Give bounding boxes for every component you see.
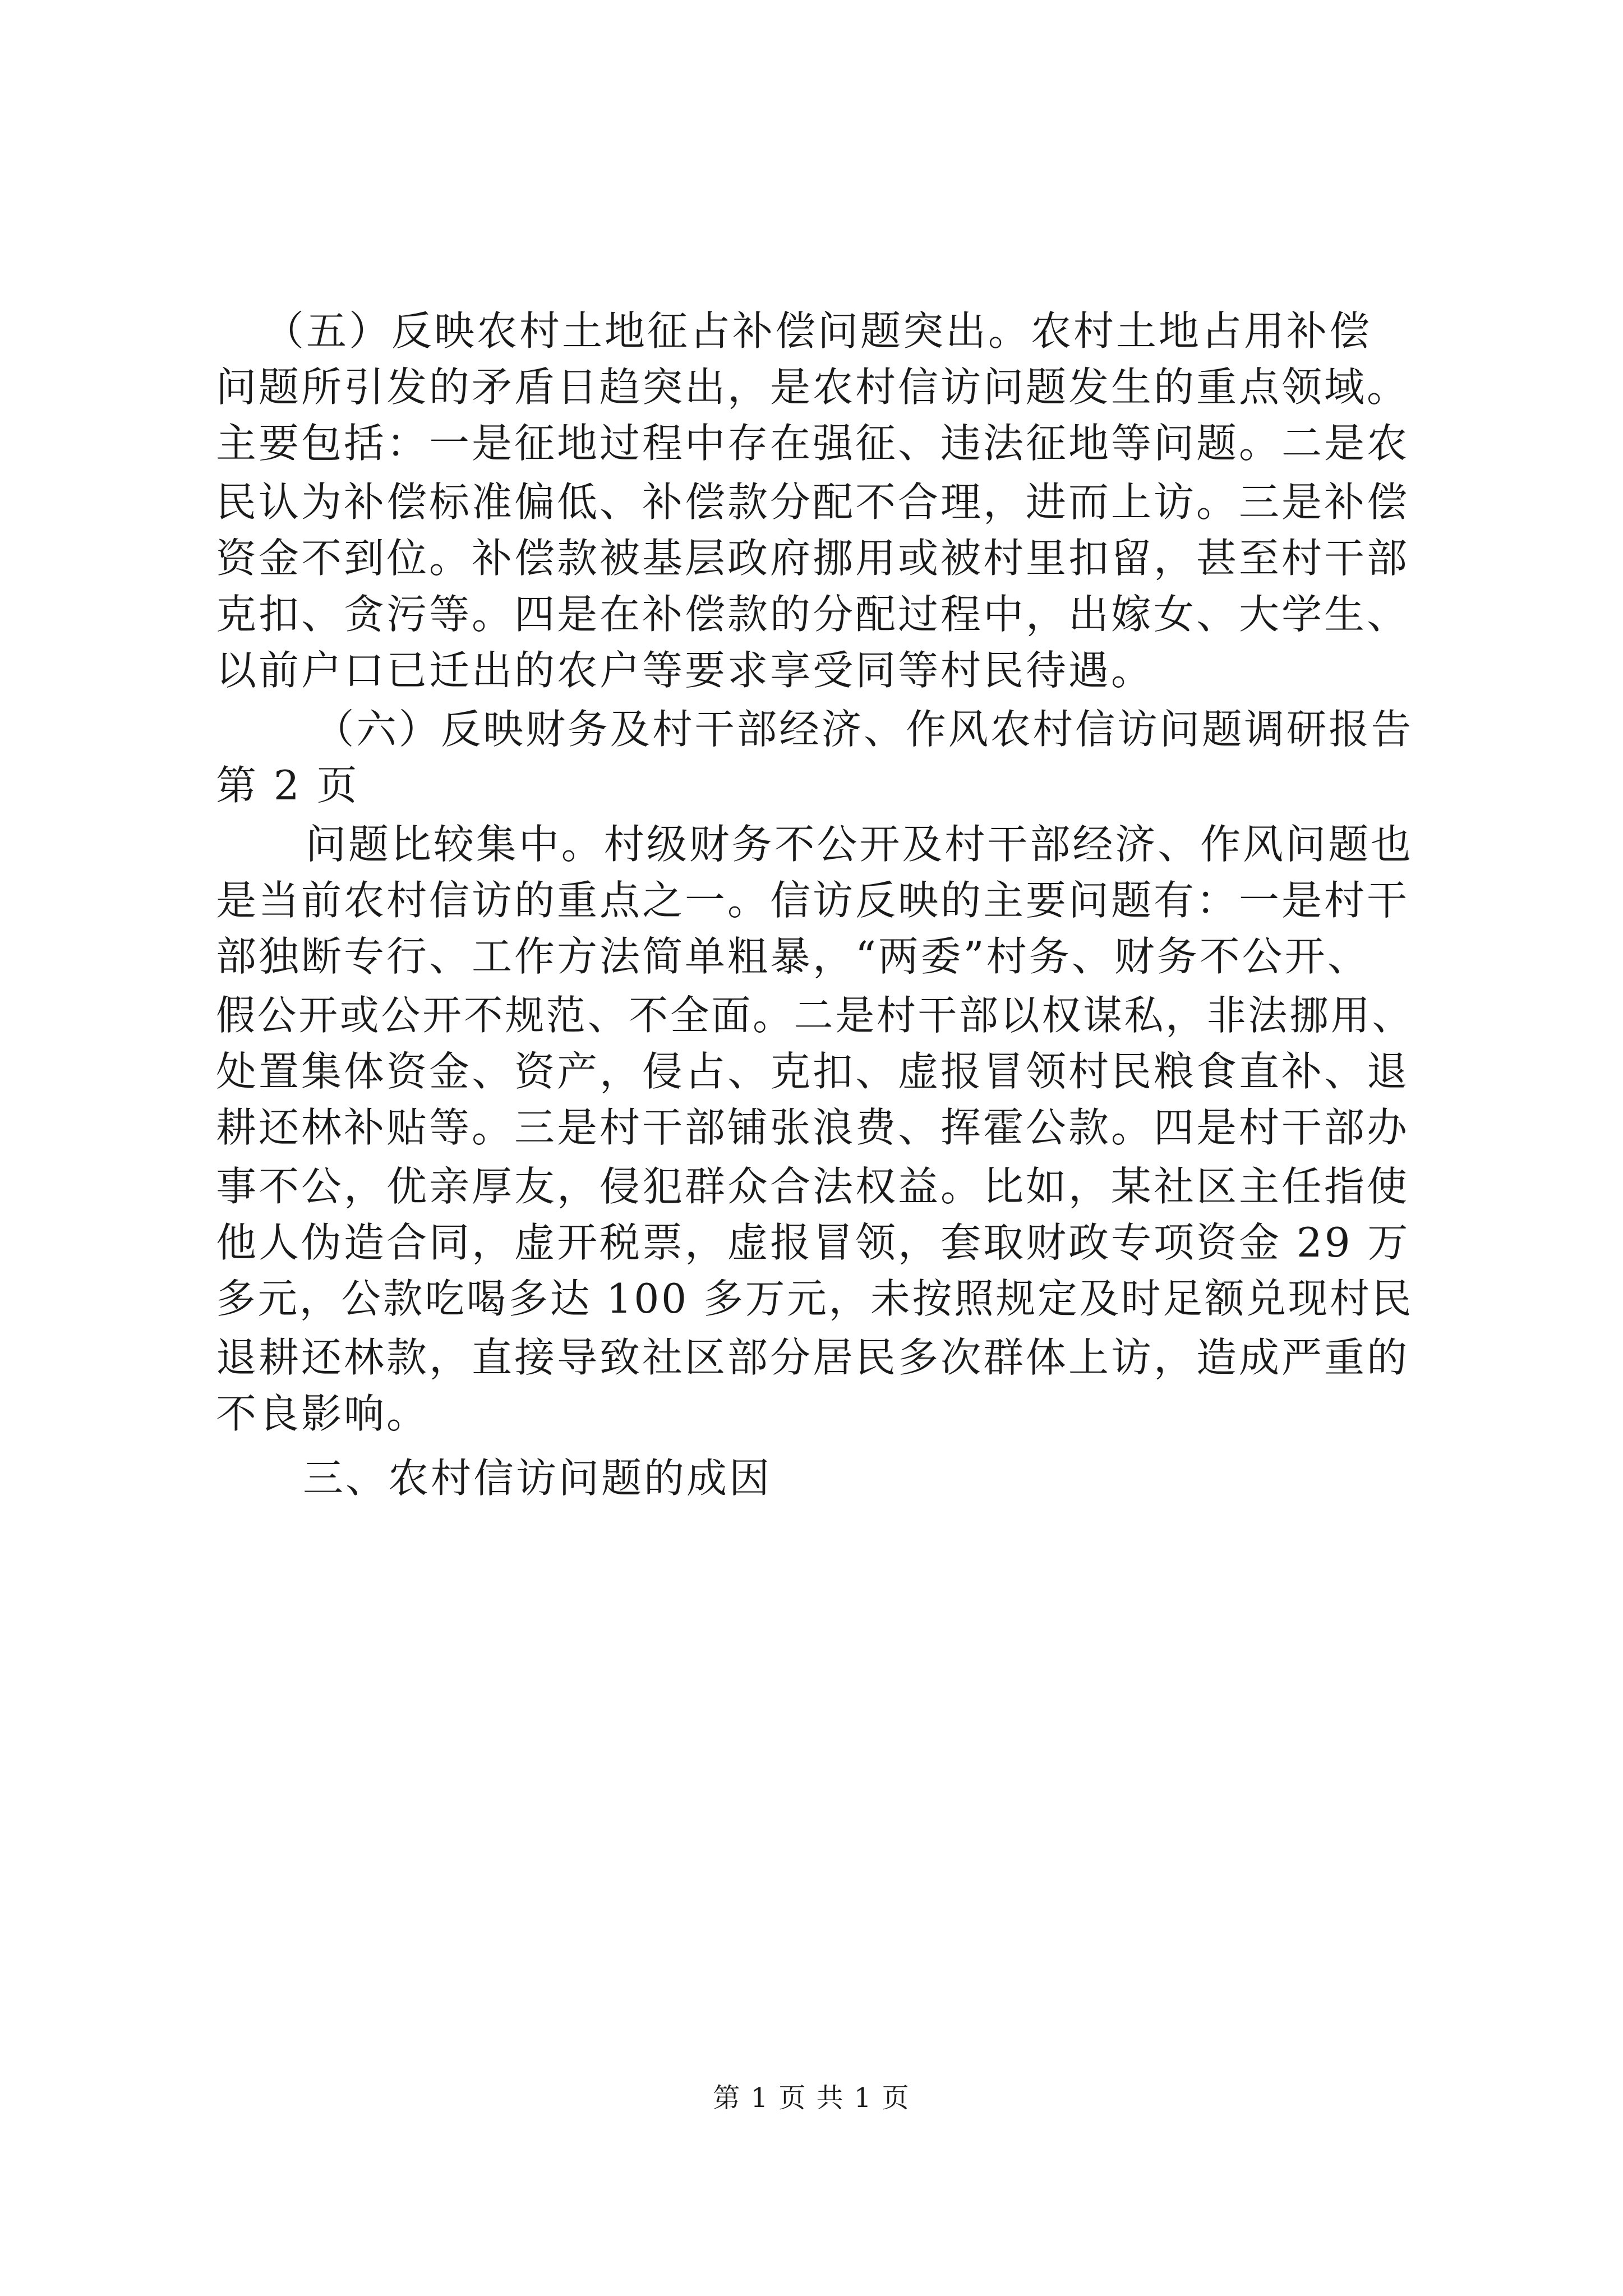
text-line: （五）反映农村土地征占补偿问题突出。农村土地占用补偿: [264, 307, 1372, 355]
text-line: 不良影响。: [216, 1390, 430, 1437]
section-heading: 三、农村信访问题的成因: [303, 1455, 772, 1502]
page-footer: 第 1 页 共 1 页: [713, 2082, 910, 2114]
text-line: 问题比较集中。村级财务不公开及村干部经济、作风问题也: [306, 821, 1414, 868]
text-line: 克扣、贪污等。四是在补偿款的分配过程中，出嫁女、大学生、: [216, 591, 1410, 638]
text-line: 处置集体资金、资产，侵占、克扣、虚报冒领村民粮食直补、退: [216, 1048, 1410, 1095]
text-line: 主要包括：一是征地过程中存在强征、违法征地等问题。二是农: [216, 420, 1410, 467]
text-line: 资金不到位。补偿款被基层政府挪用或被村里扣留，甚至村干部: [216, 535, 1410, 582]
text-line: 多元，公款吃喝多达 100 多万元，未按照规定及时足额兑现村民: [216, 1275, 1414, 1322]
text-line: 他人伪造合同，虚开税票，虚报冒领，套取财政专项资金 29 万: [216, 1219, 1410, 1266]
text-line: 第 2 页: [216, 762, 359, 809]
text-line: 是当前农村信访的重点之一。信访反映的主要问题有：一是村干: [216, 877, 1410, 924]
text-line: 以前户口已迁出的农户等要求享受同等村民待遇。: [216, 647, 1154, 694]
text-line: 民认为补偿标准偏低、补偿款分配不合理，进而上访。三是补偿: [216, 478, 1410, 526]
text-line: 假公开或公开不规范、不全面。二是村干部以权谋私，非法挪用、: [216, 992, 1414, 1039]
text-line: 问题所引发的矛盾日趋突出，是农村信访问题发生的重点领域。: [216, 364, 1410, 411]
text-line: 事不公，优亲厚友，侵犯群众合法权益。比如，某社区主任指使: [216, 1163, 1410, 1210]
text-line: 部独断专行、工作方法简单粗暴，“两委”村务、财务不公开、: [216, 933, 1370, 980]
text-line: 耕还林补贴等。三是村干部铺张浪费、挥霍公款。四是村干部办: [216, 1104, 1410, 1151]
text-line: （六）反映财务及村干部经济、作风农村信访问题调研报告: [314, 706, 1414, 753]
text-line: 退耕还林款，直接导致社区部分居民多次群体上访，造成严重的: [216, 1334, 1410, 1381]
